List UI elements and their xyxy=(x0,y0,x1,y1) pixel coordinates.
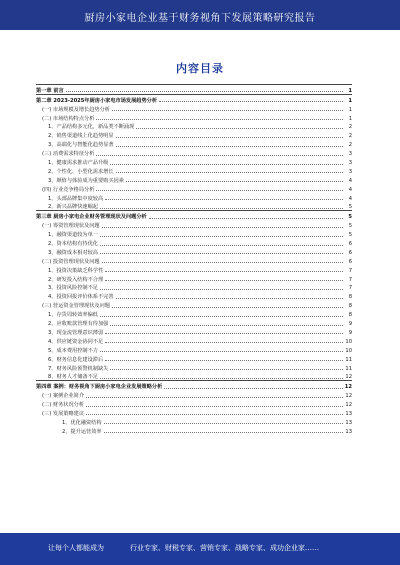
toc-entry-page: 4 xyxy=(348,195,352,202)
toc-entry-label: (二) 市场结构特点分析 xyxy=(42,115,95,122)
toc-leader-dots xyxy=(100,245,343,246)
toc-entry[interactable] xyxy=(36,84,352,94)
toc-entry[interactable] xyxy=(36,210,352,220)
toc-entry-label: 2、研发投入结构不合理 xyxy=(48,276,104,283)
toc-entry-page: 7 xyxy=(348,267,352,274)
toc-entry[interactable] xyxy=(36,202,352,211)
toc-leader-dots xyxy=(105,342,343,343)
toc-entry-label: 2、提升运营效率 xyxy=(62,428,102,435)
toc-entry-label: (三) 消费需求特征分析 xyxy=(42,151,95,158)
toc-leader-dots xyxy=(100,289,343,290)
toc-entry[interactable] xyxy=(36,184,352,193)
toc-entry-label: 2、资本结构有待优化 xyxy=(48,241,98,248)
toc-entry[interactable] xyxy=(36,122,352,131)
toc-entry-page: 1 xyxy=(348,106,352,113)
report-title: 厨房小家电企业基于财务视角下发展策略研究报告 xyxy=(84,13,316,24)
toc-entry-label: 第三章 厨房小家电企业财务管理现状及问题分析 xyxy=(36,214,147,221)
toc-entry[interactable] xyxy=(36,229,352,238)
toc-entry[interactable] xyxy=(36,139,352,148)
toc-entry[interactable] xyxy=(36,94,352,104)
toc-leader-dots xyxy=(164,388,343,389)
toc-entry[interactable] xyxy=(36,372,352,381)
toc-entry[interactable] xyxy=(36,380,352,390)
toc-entry[interactable] xyxy=(36,274,352,283)
toc-entry-page: 1 xyxy=(348,97,352,104)
toc-entry[interactable] xyxy=(36,265,352,274)
toc-entry-page: 12 xyxy=(344,384,352,391)
toc-entry-label: 5、成本费用控制不力 xyxy=(48,347,98,354)
toc-entry-label: 8、财务人才储备不足 xyxy=(48,374,98,381)
toc-leader-dots xyxy=(96,155,343,156)
toc-entry-page: 5 xyxy=(348,223,352,230)
toc-leader-dots xyxy=(149,218,343,219)
toc-entry-label: (四) 行业竞争格局分析 xyxy=(42,186,95,193)
toc-leader-dots xyxy=(116,137,343,138)
toc-entry-page: 6 xyxy=(348,241,352,248)
toc-leader-dots xyxy=(86,414,343,415)
toc-entry[interactable] xyxy=(36,408,352,417)
toc-leader-dots xyxy=(116,298,343,299)
toc-entry-page: 6 xyxy=(348,258,352,265)
toc-entry[interactable] xyxy=(36,345,352,354)
toc-leader-dots xyxy=(104,432,343,433)
toc-entry[interactable] xyxy=(36,130,352,139)
toc-entry-page: 4 xyxy=(348,186,352,193)
toc-leader-dots xyxy=(100,253,343,254)
toc-leader-dots xyxy=(86,406,343,407)
toc-leader-dots xyxy=(136,128,343,129)
toc-entry-page: 3 xyxy=(348,168,352,175)
toc-leader-dots xyxy=(105,280,343,281)
toc-entry-page: 11 xyxy=(345,356,352,363)
toc-entry-label: 1、存货周转效率偏低 xyxy=(48,312,98,319)
toc-entry-label: 3、高端化与智能化趋势显著 xyxy=(48,142,114,149)
toc-entry-label: 1、投资决策缺乏科学性 xyxy=(48,267,104,274)
toc-leader-dots xyxy=(100,208,343,209)
toc-leader-dots xyxy=(105,333,343,334)
toc-leader-dots xyxy=(116,146,343,147)
toc-heading: 内容目录 xyxy=(176,62,224,75)
toc-entry-label: 1、健康需求推动产品升级 xyxy=(48,160,109,167)
toc-entry[interactable] xyxy=(36,390,352,399)
toc-entry-page: 3 xyxy=(348,151,352,158)
toc-entry[interactable] xyxy=(36,157,352,166)
toc-entry[interactable] xyxy=(36,220,352,229)
toc-entry-label: (一) 市场规模及增长趋势分析 xyxy=(42,106,110,113)
toc-leader-dots xyxy=(100,378,343,379)
toc-entry-page: 12 xyxy=(345,374,352,381)
toc-entry-label: 2、销售渠道线上化趋势明显 xyxy=(48,133,114,140)
toc-entry-label: (一) 筹资管理现状及问题 xyxy=(42,223,100,230)
toc-entry[interactable] xyxy=(36,327,352,336)
table-of-contents xyxy=(36,84,352,435)
toc-entry-label: 1、产品结构多元化，新品类不断涌现 xyxy=(48,124,135,131)
toc-entry-page: 2 xyxy=(348,133,352,140)
toc-entry[interactable] xyxy=(36,166,352,175)
toc-entry-label: 7、财务风险预警机制缺失 xyxy=(48,365,109,372)
toc-entry-page: 9 xyxy=(348,329,352,336)
toc-entry-page: 13 xyxy=(345,419,352,426)
toc-entry-page: 12 xyxy=(345,402,352,409)
toc-leader-dots xyxy=(112,307,343,308)
toc-entry[interactable] xyxy=(36,354,352,363)
toc-entry-label: 3、融资成本相对较高 xyxy=(48,249,98,256)
footer-brand: 让每个人都能成为 xyxy=(48,544,104,552)
toc-entry-page: 8 xyxy=(348,303,352,310)
toc-entry[interactable] xyxy=(36,300,352,309)
toc-leader-dots xyxy=(105,271,343,272)
toc-entry-page: 2 xyxy=(348,142,352,149)
toc-entry-label: 3、现金流管理意识薄弱 xyxy=(48,329,104,336)
toc-entry-page: 13 xyxy=(345,428,352,435)
toc-entry-page: 1 xyxy=(348,115,352,122)
toc-entry-page: 1 xyxy=(348,87,352,94)
toc-entry-page: 10 xyxy=(345,347,352,354)
toc-entry-label: 1、融资渠道较为单一 xyxy=(48,232,98,239)
toc-leader-dots xyxy=(105,199,343,200)
toc-entry[interactable] xyxy=(36,318,352,327)
toc-entry[interactable] xyxy=(36,426,352,435)
toc-leader-dots xyxy=(100,316,343,317)
toc-leader-dots xyxy=(110,325,343,326)
toc-leader-dots xyxy=(116,172,343,173)
toc-entry[interactable] xyxy=(36,417,352,426)
toc-entry-page: 11 xyxy=(345,365,352,372)
header-bar xyxy=(0,0,400,30)
toc-leader-dots xyxy=(66,91,343,92)
toc-leader-dots xyxy=(110,369,343,370)
toc-leader-dots xyxy=(102,262,343,263)
toc-entry[interactable] xyxy=(36,309,352,318)
toc-entry-page: 2 xyxy=(348,124,352,131)
toc-entry-label: 2、新兴品牌快速崛起 xyxy=(48,204,98,211)
toc-entry[interactable] xyxy=(36,256,352,265)
toc-leader-dots xyxy=(104,423,343,424)
toc-leader-dots xyxy=(126,181,343,182)
toc-entry-page: 8 xyxy=(348,312,352,319)
toc-entry[interactable] xyxy=(36,291,352,300)
toc-entry-label: 1、头部品牌集中度较高 xyxy=(48,195,104,202)
toc-entry-label: (二) 投资管理现状及问题 xyxy=(42,258,100,265)
toc-entry-label: 3、颜值与体验成为重要购买因素 xyxy=(48,177,124,184)
toc-entry-label: 1、优化融资结构 xyxy=(62,419,102,426)
toc-entry-page: 7 xyxy=(348,285,352,292)
footer-bar xyxy=(0,533,400,565)
toc-entry-page: 8 xyxy=(348,294,352,301)
toc-entry[interactable] xyxy=(36,104,352,113)
toc-entry-page: 5 xyxy=(348,232,352,239)
toc-entry-label: 第二章 2023-2025年厨房小家电市场发展趋势分析 xyxy=(36,97,158,104)
toc-entry[interactable] xyxy=(36,399,352,408)
toc-entry-label: 3、投资风险控制不足 xyxy=(48,285,98,292)
toc-leader-dots xyxy=(86,397,343,398)
toc-entry[interactable] xyxy=(36,247,352,256)
toc-entry-page: 5 xyxy=(348,214,352,221)
toc-entry-page: 6 xyxy=(348,249,352,256)
toc-entry-page: 7 xyxy=(348,276,352,283)
footer-tagline: 行业专家、财税专家、营销专家、战略专家、成功企业家…… xyxy=(130,544,319,552)
toc-leader-dots xyxy=(102,227,343,228)
toc-entry-label: (二) 财务状况分析 xyxy=(42,402,85,409)
toc-leader-dots xyxy=(96,119,343,120)
toc-entry[interactable] xyxy=(36,193,352,202)
toc-entry-label: 第四章 案例：财务视角下厨房小家电企业发展策略分析 xyxy=(36,384,163,391)
toc-entry-page: 4 xyxy=(348,177,352,184)
toc-entry-label: 2、个性化、小型化需求增长 xyxy=(48,168,114,175)
toc-leader-dots xyxy=(112,110,343,111)
toc-entry[interactable] xyxy=(36,148,352,157)
toc-entry[interactable] xyxy=(36,238,352,247)
toc-entry-label: 4、供应链资金协同不足 xyxy=(48,338,104,345)
toc-entry-page: 13 xyxy=(345,410,352,417)
toc-entry-page: 5 xyxy=(348,204,352,211)
toc-leader-dots xyxy=(96,190,343,191)
toc-entry-page: 3 xyxy=(348,160,352,167)
toc-leader-dots xyxy=(110,164,343,165)
toc-leader-dots xyxy=(100,236,343,237)
toc-entry-label: 2、应收账款管理有待加强 xyxy=(48,321,109,328)
toc-entry[interactable] xyxy=(36,113,352,122)
toc-leader-dots xyxy=(159,101,343,102)
toc-entry-label: 4、投资回报评价体系不完善 xyxy=(48,294,114,301)
toc-entry-page: 9 xyxy=(348,321,352,328)
toc-leader-dots xyxy=(100,351,343,352)
toc-entry[interactable] xyxy=(36,175,352,184)
toc-entry[interactable] xyxy=(36,283,352,292)
toc-entry-label: 6、财务信息化建设滞后 xyxy=(48,356,104,363)
toc-entry-page: 10 xyxy=(345,338,352,345)
toc-entry-label: (三) 营运资金管理现状及问题 xyxy=(42,303,110,310)
toc-leader-dots xyxy=(105,360,343,361)
toc-entry-label: (一) 案例企业简介 xyxy=(42,393,85,400)
toc-entry[interactable] xyxy=(36,363,352,372)
toc-entry-label: 第一章 前言 xyxy=(36,87,64,94)
toc-entry[interactable] xyxy=(36,336,352,345)
toc-entry-page: 12 xyxy=(345,393,352,400)
toc-entry-label: (三) 发展策略建议 xyxy=(42,410,85,417)
